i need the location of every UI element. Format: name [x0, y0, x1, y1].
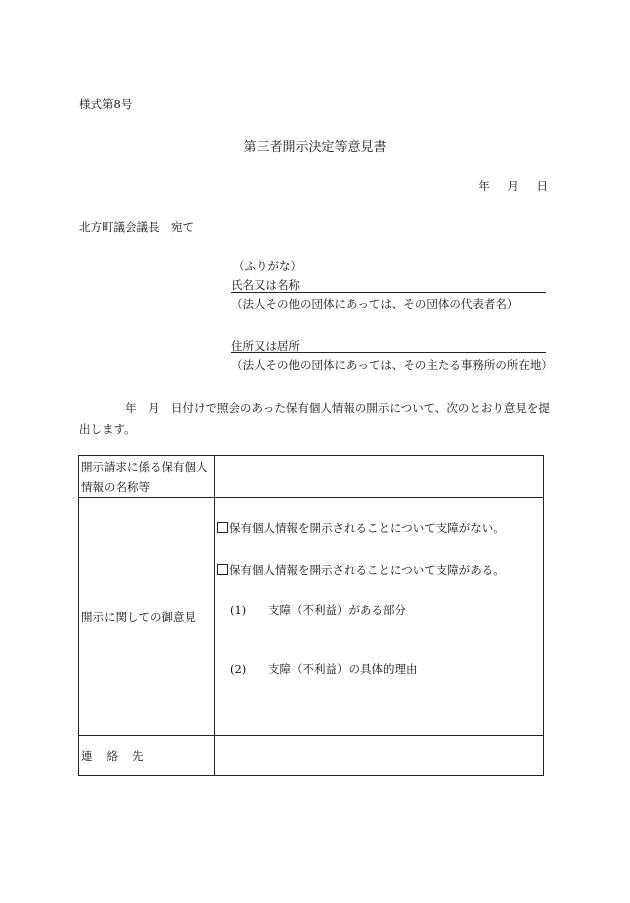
sub-item-1-text: 支障（不利益）がある部分 — [267, 603, 406, 617]
option-issue-text: 保有個人情報を開示されることについて支障がある。 — [229, 563, 505, 577]
body-text: 年 月 日付けで照会のあった保有個人情報の開示について、次のとおり意見を提出します。 — [79, 401, 550, 436]
name-underline — [231, 292, 546, 293]
addressee: 北方町議会議長 宛て — [79, 220, 194, 234]
address-underline — [231, 352, 546, 353]
info-name-label: 開示請求に係る保有個人情報の名称等 — [79, 456, 215, 498]
checkbox-icon[interactable] — [217, 564, 228, 575]
contact-field[interactable] — [215, 736, 544, 776]
furigana-label: （ふりがな） — [233, 259, 302, 273]
checkbox-icon[interactable] — [217, 522, 228, 533]
info-name-field[interactable] — [215, 456, 544, 498]
table-row — [79, 736, 544, 776]
body-paragraph — [79, 398, 551, 440]
sub-item-2-number: (2) — [230, 662, 247, 676]
opinion-box — [215, 498, 543, 735]
sub-item-2 — [230, 661, 417, 677]
opinion-field — [215, 498, 544, 736]
option-no-issue-text: 保有個人情報を開示されることについて支障がない。 — [229, 521, 505, 535]
date-line — [464, 178, 548, 194]
table-row — [79, 456, 544, 498]
date-month: 月 — [507, 179, 519, 193]
contact-label: 連絡先 — [79, 736, 215, 776]
option-issue[interactable] — [217, 562, 505, 578]
opinion-label: 開示に関しての御意見 — [79, 498, 215, 736]
address-note: （法人その他の団体にあっては、その主たる事務所の所在地） — [231, 358, 553, 372]
option-no-issue[interactable] — [217, 520, 505, 536]
opinion-table — [78, 455, 544, 776]
form-number: 様式第8号 — [79, 97, 133, 111]
name-note: （法人その他の団体にあっては、その団体の代表者名） — [231, 297, 519, 311]
table-row — [79, 498, 544, 736]
address-label: 住所又は居所 — [231, 339, 300, 353]
document-title: 第三者開示決定等意見書 — [243, 140, 387, 155]
date-year: 年 — [478, 179, 490, 193]
date-day: 日 — [536, 179, 548, 193]
sub-item-1-number: (1) — [230, 603, 247, 617]
sub-item-1 — [230, 602, 406, 618]
sub-item-2-text: 支障（不利益）の具体的理由 — [267, 662, 418, 676]
name-label: 氏名又は名称 — [231, 278, 300, 292]
